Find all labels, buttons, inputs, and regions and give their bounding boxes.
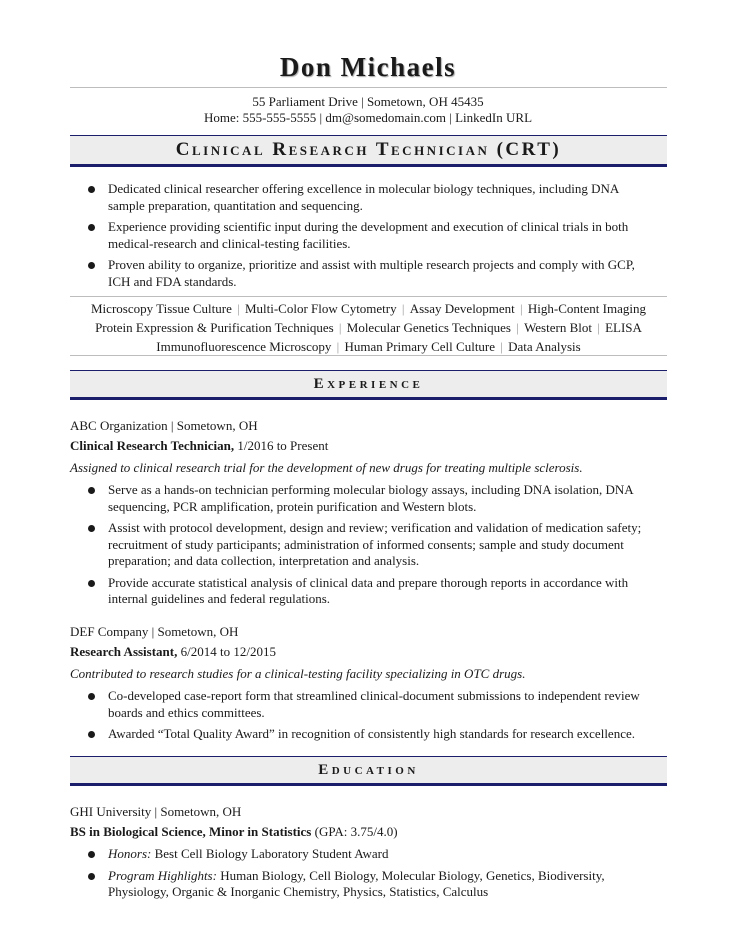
bullet-icon xyxy=(88,224,95,231)
summary-title-band xyxy=(70,135,667,167)
skills-block xyxy=(70,299,667,356)
list-item: Serve as a hands-on technician performing molecular biology assays, including DNA isolation, DNA sequencing, PCR amplification, protein purification and Western blots. xyxy=(86,482,656,515)
education-bullets xyxy=(86,846,656,906)
candidate-name: Don Michaels xyxy=(279,52,457,82)
bullet-icon xyxy=(88,873,95,880)
skill-item: Data Analysis xyxy=(508,339,581,354)
skill-item: High-Content Imaging xyxy=(527,301,646,316)
skill-item: Microscopy Tissue Culture xyxy=(91,301,232,316)
job-employer: ABC Organization | Sometown, OH xyxy=(70,418,258,433)
skill-item: Human Primary Cell Culture xyxy=(344,339,496,354)
skill-item: Protein Expression & Purification Techniques xyxy=(95,320,334,335)
list-item: Proven ability to organize, prioritize and assist with multiple research projects and comply with GCP, ICH and FDA standards. xyxy=(86,257,656,290)
skill-item: Assay Development xyxy=(409,301,515,316)
bullet-icon xyxy=(88,262,95,269)
job-dates: 6/2014 to 12/2015 xyxy=(177,644,276,659)
education-title: Education xyxy=(318,761,419,778)
bullet-icon xyxy=(88,580,95,587)
experience-title: Experience xyxy=(313,375,424,392)
job-description: Assigned to clinical research trial for the development of new drugs for treating multiple sclerosis. xyxy=(70,460,583,475)
skills-top-divider xyxy=(70,296,667,297)
job-bullets xyxy=(86,688,656,748)
skill-item: ELISA xyxy=(605,320,642,335)
header-divider xyxy=(70,87,667,88)
job-role: Clinical Research Technician, xyxy=(70,438,235,453)
skills-row: Microscopy Tissue Culture | Multi-Color Flow Cytometry | Assay Development | High-Content Imaging xyxy=(91,301,646,316)
list-item: Co-developed case-report form that streamlined clinical-document submissions to independent review boards and ethics committees. xyxy=(86,688,656,721)
bullet-icon xyxy=(88,851,95,858)
list-item: Experience providing scientific input during the development and execution of clinical trials in both medical-research and clinical-testing facilities. xyxy=(86,219,656,252)
job-description: Contributed to research studies for a clinical-testing facility specializing in OTC drugs. xyxy=(70,666,526,681)
contact-line: Home: 555-555-5555 | dm@somedomain.com | LinkedIn URL xyxy=(203,110,533,125)
skill-item: Molecular Genetics Techniques xyxy=(346,320,511,335)
skills-row: Protein Expression & Purification Techniques | Molecular Genetics Techniques | Western Blot | ELISA xyxy=(95,320,642,335)
job-employer: DEF Company | Sometown, OH xyxy=(70,624,239,639)
skill-item: Western Blot xyxy=(524,320,592,335)
bullet-icon xyxy=(88,731,95,738)
list-item: Dedicated clinical researcher offering excellence in molecular biology techniques, including DNA sample preparation, quantitation and sequencing. xyxy=(86,181,656,214)
list-item: Awarded “Total Quality Award” in recognition of consistently high standards for research excellence. xyxy=(86,726,656,743)
summary-title: Clinical Research Technician (CRT) xyxy=(175,139,562,160)
education-title-band xyxy=(70,756,667,786)
skill-item: Immunofluorescence Microscopy xyxy=(156,339,332,354)
job-bullets xyxy=(86,482,656,613)
school-line: GHI University | Sometown, OH xyxy=(70,804,242,819)
address-line: 55 Parliament Drive | Sometown, OH 45435 xyxy=(252,94,484,109)
degree-line xyxy=(70,823,670,840)
list-item: Honors: Best Cell Biology Laboratory Student Award xyxy=(86,846,656,863)
job-role: Research Assistant, xyxy=(70,644,178,659)
bullet-icon xyxy=(88,525,95,532)
summary-bullets xyxy=(86,181,656,295)
skill-item: Multi-Color Flow Cytometry xyxy=(244,301,397,316)
bullet-icon xyxy=(88,693,95,700)
list-item: Assist with protocol development, design and review; verification and validation of medication safety; recruitment of study participants; administration of informed consents; sample and study document preparation; and data collection, interpretation and analysis. xyxy=(86,520,656,570)
list-item: Program Highlights: Human Biology, Cell Biology, Molecular Biology, Genetics, Biodiversity, Physiology, Organic & Inorganic Chemistry, Physics, Statistics, Calculus xyxy=(86,868,656,901)
degree: BS in Biological Science, Minor in Statistics xyxy=(70,824,312,839)
skills-row: Immunofluorescence Microscopy | Human Primary Cell Culture | Data Analysis xyxy=(156,339,581,354)
experience-title-band xyxy=(70,370,667,400)
job-role-line xyxy=(70,437,670,454)
bullet-icon xyxy=(88,186,95,193)
list-item: Provide accurate statistical analysis of clinical data and prepare thorough reports in accordance with internal guidelines and federal regulations. xyxy=(86,575,656,608)
skills-bottom-divider xyxy=(70,355,667,356)
job-dates: 1/2016 to Present xyxy=(234,438,329,453)
job-role-line xyxy=(70,643,670,660)
gpa: (GPA: 3.75/4.0) xyxy=(311,824,398,839)
bullet-icon xyxy=(88,487,95,494)
